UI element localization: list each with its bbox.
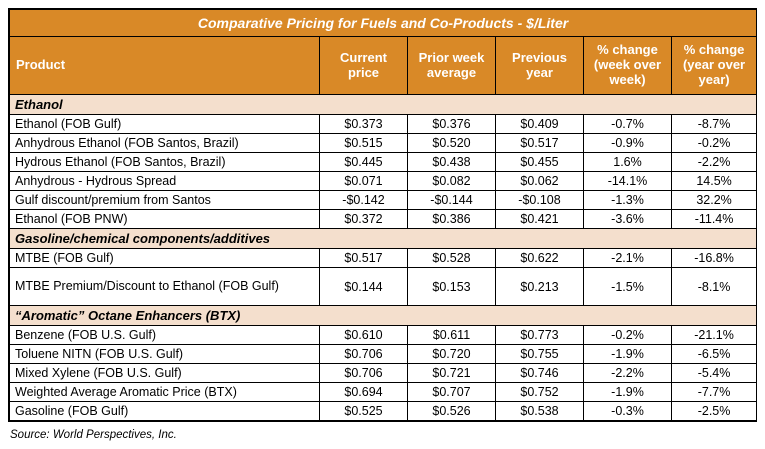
cell-year-over-year: -2.5% [672,402,757,421]
cell-week-over-week: -1.5% [584,268,672,306]
cell-year-over-year: -6.5% [672,345,757,364]
cell-previous-year: $0.746 [496,364,584,383]
table-row [10,249,757,268]
cell-prior-week-average: $0.720 [408,345,496,364]
cell-week-over-week: -1.9% [584,383,672,402]
source-note: Source: World Perspectives, Inc. [10,429,177,441]
row-label: Benzene (FOB U.S. Gulf) [10,326,320,345]
cell-prior-week-average: $0.528 [408,249,496,268]
cell-prior-week-average: $0.520 [408,134,496,153]
table-row [10,268,757,306]
cell-current-price: $0.144 [320,268,408,306]
cell-prior-week-average: $0.707 [408,383,496,402]
cell-week-over-week: -14.1% [584,172,672,191]
cell-previous-year: $0.062 [496,172,584,191]
cell-prior-week-average: $0.438 [408,153,496,172]
cell-previous-year: -$0.108 [496,191,584,210]
section-row [10,95,757,115]
cell-week-over-week: -1.9% [584,345,672,364]
table-header-row [10,37,757,95]
cell-year-over-year: -7.7% [672,383,757,402]
cell-week-over-week: -0.9% [584,134,672,153]
row-label: Ethanol (FOB PNW) [10,210,320,229]
cell-previous-year: $0.421 [496,210,584,229]
cell-current-price: $0.610 [320,326,408,345]
cell-week-over-week: -2.1% [584,249,672,268]
table-title-row [10,10,757,37]
table-row [10,345,757,364]
table-row [10,134,757,153]
cell-year-over-year: 32.2% [672,191,757,210]
column-header-week-over-week: % change (week over week) [584,37,672,95]
cell-year-over-year: -8.7% [672,115,757,134]
row-label: Anhydrous - Hydrous Spread [10,172,320,191]
table-row [10,210,757,229]
cell-year-over-year: -21.1% [672,326,757,345]
cell-current-price: $0.517 [320,249,408,268]
cell-week-over-week: -3.6% [584,210,672,229]
cell-week-over-week: 1.6% [584,153,672,172]
cell-previous-year: $0.409 [496,115,584,134]
cell-year-over-year: -5.4% [672,364,757,383]
section-row [10,229,757,249]
row-label: Weighted Average Aromatic Price (BTX) [10,383,320,402]
cell-current-price: $0.372 [320,210,408,229]
cell-week-over-week: -0.3% [584,402,672,421]
section-label: Ethanol [10,95,757,115]
table-row [10,172,757,191]
cell-current-price: $0.373 [320,115,408,134]
row-label: Anhydrous Ethanol (FOB Santos, Brazil) [10,134,320,153]
row-label: Gasoline (FOB Gulf) [10,402,320,421]
table-row [10,364,757,383]
cell-previous-year: $0.455 [496,153,584,172]
cell-week-over-week: -0.2% [584,326,672,345]
column-header-year-over-year: % change (year over year) [672,37,757,95]
cell-current-price: $0.071 [320,172,408,191]
pricing-table-body [10,10,757,421]
cell-current-price: $0.445 [320,153,408,172]
column-header-product: Product [10,37,320,95]
section-label: “Aromatic” Octane Enhancers (BTX) [10,306,757,326]
cell-prior-week-average: $0.611 [408,326,496,345]
table-row [10,402,757,421]
pricing-table [9,9,757,421]
section-label: Gasoline/chemical components/additives [10,229,757,249]
cell-previous-year: $0.538 [496,402,584,421]
cell-current-price: -$0.142 [320,191,408,210]
pricing-table-container [8,8,757,422]
cell-week-over-week: -0.7% [584,115,672,134]
table-row [10,191,757,210]
row-label: MTBE (FOB Gulf) [10,249,320,268]
cell-week-over-week: -2.2% [584,364,672,383]
cell-prior-week-average: $0.153 [408,268,496,306]
column-header-prior-week-average: Prior week average [408,37,496,95]
cell-year-over-year: -2.2% [672,153,757,172]
row-label: MTBE Premium/Discount to Ethanol (FOB Gulf) [10,268,320,306]
table-title: Comparative Pricing for Fuels and Co-Products - $/Liter [10,10,757,37]
row-label: Mixed Xylene (FOB U.S. Gulf) [10,364,320,383]
cell-previous-year: $0.213 [496,268,584,306]
cell-prior-week-average: $0.526 [408,402,496,421]
cell-previous-year: $0.773 [496,326,584,345]
cell-current-price: $0.525 [320,402,408,421]
cell-year-over-year: -16.8% [672,249,757,268]
cell-prior-week-average: $0.376 [408,115,496,134]
column-header-current-price: Current price [320,37,408,95]
section-row [10,306,757,326]
cell-current-price: $0.706 [320,364,408,383]
cell-previous-year: $0.755 [496,345,584,364]
cell-previous-year: $0.752 [496,383,584,402]
cell-year-over-year: -0.2% [672,134,757,153]
row-label: Hydrous Ethanol (FOB Santos, Brazil) [10,153,320,172]
cell-prior-week-average: $0.386 [408,210,496,229]
cell-current-price: $0.706 [320,345,408,364]
table-row [10,115,757,134]
table-row [10,153,757,172]
cell-week-over-week: -1.3% [584,191,672,210]
column-header-previous-year: Previous year [496,37,584,95]
cell-current-price: $0.515 [320,134,408,153]
cell-prior-week-average: -$0.144 [408,191,496,210]
cell-previous-year: $0.517 [496,134,584,153]
cell-prior-week-average: $0.082 [408,172,496,191]
cell-year-over-year: -8.1% [672,268,757,306]
table-row [10,326,757,345]
table-row [10,383,757,402]
cell-current-price: $0.694 [320,383,408,402]
row-label: Gulf discount/premium from Santos [10,191,320,210]
row-label: Ethanol (FOB Gulf) [10,115,320,134]
cell-prior-week-average: $0.721 [408,364,496,383]
cell-year-over-year: -11.4% [672,210,757,229]
cell-previous-year: $0.622 [496,249,584,268]
row-label: Toluene NITN (FOB U.S. Gulf) [10,345,320,364]
cell-year-over-year: 14.5% [672,172,757,191]
